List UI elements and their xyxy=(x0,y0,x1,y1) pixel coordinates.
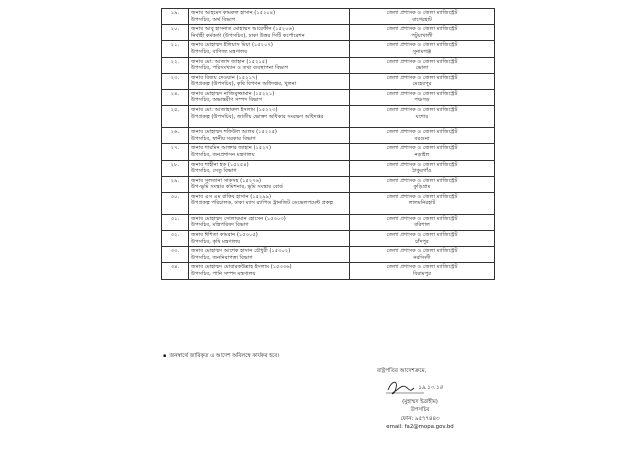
signatory-block xyxy=(370,398,470,432)
posting-cell xyxy=(350,106,495,128)
posting-cell xyxy=(350,263,495,279)
table-row xyxy=(162,106,495,128)
officer-cell xyxy=(189,192,350,214)
officer-designation: উপসচিব, মন্ত্রিপরিষদ বিভাগ xyxy=(191,222,249,229)
posting-title: জেলা প্রশাসক ও জেলা ম্যাজিস্ট্রেট xyxy=(386,161,458,168)
posting-district: লালমনিরহাট xyxy=(408,200,436,207)
posting-district: ঠাকুরগাঁও xyxy=(412,168,432,174)
officer-cell xyxy=(189,41,350,57)
table-row xyxy=(162,214,495,230)
officer-cell xyxy=(189,106,350,128)
officer-cell xyxy=(189,144,350,160)
officer-designation: উপসচিব, বাণিজ্য মন্ত্রণালয় xyxy=(191,48,248,55)
officer-designation: উপসচিব, জননিরাপত্তা বিভাগ xyxy=(191,254,253,261)
table-row xyxy=(162,160,495,176)
officer-name: জনাব শাহীনা হক (১৫২৫৪) xyxy=(191,161,249,168)
posting-title: জেলা প্রশাসক ও জেলা ম্যাজিস্ট্রেট xyxy=(386,42,458,49)
officer-name: জনাব মোহাম্মদ সোলায়মান হোসেন (১৫৩০৩) xyxy=(191,215,286,222)
signatory-name: (মুহাম্মদ ইব্রাহীম) xyxy=(402,399,438,405)
table-row xyxy=(162,73,495,89)
posting-district: পঞ্চগড় xyxy=(414,97,430,104)
officer-name: জনাব ঈশিতা কামরান (১৫৩০৫) xyxy=(191,232,258,239)
officer-designation: উপ-ভূমি সংস্কার কমিশনার, ভূমি সংস্কার বোর্ড xyxy=(191,184,284,191)
officer-cell xyxy=(189,73,350,89)
posting-district: পটুয়াখালী xyxy=(411,32,433,39)
posting-cell xyxy=(350,214,495,230)
posting-title: জেলা প্রশাসক ও জেলা ম্যাজিস্ট্রেট xyxy=(386,264,458,271)
officer-name: জনাব শারমিন আক্তার জাহান (১৫২৭) xyxy=(191,145,272,152)
officer-designation: উপসচিব, পরিসংখ্যান ও তথ্য ব্যবস্থাপনা বিভাগ xyxy=(191,65,289,72)
posting-cell xyxy=(350,89,495,105)
officer-designation: নির্বাহী কর্মকর্তা (উপসচিব), ঢাকা উত্তর সিটি কর্পোরেশন xyxy=(191,32,305,39)
officer-cell xyxy=(189,25,350,41)
table-row xyxy=(162,89,495,105)
serial-number: ২৪. xyxy=(162,89,189,105)
posting-cell xyxy=(350,9,495,25)
serial-number: ৩১. xyxy=(162,214,189,230)
table-row xyxy=(162,9,495,25)
serial-number: ২১. xyxy=(162,41,189,57)
table-row xyxy=(162,57,495,73)
officer-designation: উপসচিব, জনপ্রশাসন মন্ত্রণালয় xyxy=(191,151,255,158)
posting-title: জেলা প্রশাসক ও জেলা ম্যাজিস্ট্রেট xyxy=(386,145,458,152)
posting-cell xyxy=(350,25,495,41)
serial-number: ২৯. xyxy=(162,176,189,192)
posting-district: নড়াইল xyxy=(414,151,430,158)
table-row xyxy=(162,192,495,214)
officer-name: জনাব মো: আজাদ জাহান (১৫২১৫) xyxy=(191,58,268,65)
table-row xyxy=(162,176,495,192)
serial-number: ২৮. xyxy=(162,160,189,176)
effect-notice-text: জনস্বার্থে জারিকৃত এ আদেশ অবিলম্বে কার্যকর হবে। xyxy=(169,353,280,359)
posting-title: জেলা প্রশাসক ও জেলা ম্যাজিস্ট্রেট xyxy=(386,26,458,33)
serial-number: ৩২. xyxy=(162,231,189,247)
posting-title: জেলা প্রশাসক ও জেলা ম্যাজিস্ট্রেট xyxy=(386,248,458,255)
serial-number: ৩০. xyxy=(162,192,189,214)
officer-designation: উপপ্রকল্প পরিচালক, ঢাকা ম্যাস র‍্যাপিড ট্রানজিট ডেভেলপমেন্ট প্রকল্প xyxy=(191,200,333,207)
posting-title: জেলা প্রশাসক ও জেলা ম্যাজিস্ট্রেট xyxy=(386,129,458,136)
posting-district: নরসিংদী xyxy=(413,254,431,261)
officer-designation: উপসচিব, স্থানীয় সরকার বিভাগ xyxy=(191,135,256,142)
signature-date: ১৯.১০.১৪ xyxy=(418,385,443,391)
posting-title: জেলা প্রশাসক ও জেলা ম্যাজিস্ট্রেট xyxy=(386,232,458,239)
posting-cell xyxy=(350,128,495,144)
posting-table-body xyxy=(162,9,495,280)
signatory-email: email: fa2@mopa.gov.bd xyxy=(386,424,454,431)
officer-name: জনাব মোহাম্মদ শফিউল আলম (১৫২২৫) xyxy=(191,129,277,136)
posting-cell xyxy=(350,176,495,192)
posting-title: জেলা প্রশাসক ও জেলা ম্যাজিস্ট্রেট xyxy=(386,90,458,97)
posting-title: জেলা প্রশাসক ও জেলা ম্যাজিস্ট্রেট xyxy=(386,10,458,16)
posting-district: কুড়িগ্রাম xyxy=(413,184,431,191)
posting-title: জেলা প্রশাসক ও জেলা ম্যাজিস্ট্রেট xyxy=(386,74,458,81)
serial-number: ২৭. xyxy=(162,144,189,160)
officer-cell xyxy=(189,160,350,176)
table-row xyxy=(162,41,495,57)
officer-cell xyxy=(189,247,350,263)
serial-number: ২৫. xyxy=(162,106,189,128)
table-row xyxy=(162,247,495,263)
table-row xyxy=(162,231,495,247)
officer-designation: উপপ্রকল্প (উপসচিব), জাতীয় ভোক্তা অধিকার সংরক্ষণ অধিদপ্তর xyxy=(191,113,324,120)
officer-cell xyxy=(189,263,350,279)
table-row xyxy=(162,144,495,160)
posting-cell xyxy=(350,231,495,247)
officer-name: জনাব এস এম রাকিব হাসান (১৫২৯৯) xyxy=(191,193,272,200)
table-row xyxy=(162,25,495,41)
posting-table xyxy=(161,8,495,280)
serial-number: ২২. xyxy=(162,57,189,73)
posting-district: বাগেরহাট xyxy=(412,16,432,23)
posting-district: সুনামগঞ্জ xyxy=(412,48,432,55)
officer-name: জনাব মোহাম্মদ নাজিমুজ্জামান (১৫২২১) xyxy=(191,90,275,97)
posting-district: চাঁদপুর xyxy=(415,238,429,245)
signatory-phone: ফোন: ৯৫৭৭৪৪৩ xyxy=(400,415,440,422)
officer-name: জনাব মোহাম্মদ মোবারকউল্লাহ ইসলাম (১৫৩৩৬) xyxy=(191,264,292,271)
officer-cell xyxy=(189,128,350,144)
serial-number: ২৩. xyxy=(162,73,189,89)
officer-name: জনাব মো: আজাহারুল ইসলাম (১৫২২৩) xyxy=(191,107,278,114)
officer-cell xyxy=(189,231,350,247)
serial-number: ৩৪. xyxy=(162,263,189,279)
bullet-icon: ▪ xyxy=(163,353,167,359)
serial-number: ২৬. xyxy=(162,128,189,144)
posting-cell xyxy=(350,144,495,160)
signatory-designation: উপসচিব xyxy=(410,407,430,414)
posting-title: জেলা প্রশাসক ও জেলা ম্যাজিস্ট্রেট xyxy=(386,193,458,200)
officer-designation: উপপ্রকল্প (উপসচিব), কৃষি বিপণন অধিদপ্তর, খুলনা xyxy=(191,81,297,88)
posting-district: মেহেরপুর xyxy=(412,81,432,88)
posting-title: জেলা প্রশাসক ও জেলা ম্যাজিস্ট্রেট xyxy=(386,58,458,65)
serial-number: ১৯. xyxy=(162,9,189,25)
officer-designation: উপসচিব, কৃষি মন্ত্রণালয় xyxy=(191,238,241,245)
posting-cell xyxy=(350,73,495,89)
officer-name: জনাব মোহাম্মদ ইলিয়াস মিয়া (১৫২০৭) xyxy=(191,42,273,49)
officer-cell xyxy=(189,214,350,230)
officer-cell xyxy=(189,89,350,105)
order-phrase: রাষ্ট্রপতির আদেশক্রমে, xyxy=(377,368,427,374)
posting-district: যশোর xyxy=(415,113,429,120)
effect-notice xyxy=(163,353,279,361)
table-row xyxy=(162,128,495,144)
officer-name: জনাব বিজয় দেওয়ান (১৫২১৭) xyxy=(191,74,258,81)
posting-cell xyxy=(350,41,495,57)
officer-designation: উপসচিব, সেতু বিভাগ xyxy=(191,168,237,174)
officer-designation: উপসচিব, অর্থ বিভাগ xyxy=(191,16,236,23)
posting-title: জেলা প্রশাসক ও জেলা ম্যাজিস্ট্রেট xyxy=(386,215,458,222)
officer-name: জনাব মোহাম্মদ আশেক হাসান চৌধুরী (১৫৩০২) xyxy=(191,248,291,255)
posting-cell xyxy=(350,247,495,263)
officer-name: জনাব আহমেদ কামরুল হাসান (১৫২০৪) xyxy=(191,10,276,16)
officer-designation: উপসচিব, পানি সম্পদ মন্ত্রণালয় xyxy=(191,270,256,277)
signature-icon xyxy=(384,378,450,396)
posting-cell xyxy=(350,57,495,73)
posting-district: বিরামপুর xyxy=(413,270,431,277)
officer-cell xyxy=(189,9,350,25)
posting-district: বরিশাল xyxy=(414,222,430,229)
posting-title: জেলা প্রশাসক ও জেলা ম্যাজিস্ট্রেট xyxy=(386,107,458,114)
officer-name: জনাব সুলতানা সাকসহ (১৫২৭৬) xyxy=(191,177,261,184)
posting-cell xyxy=(350,160,495,176)
officer-cell xyxy=(189,176,350,192)
officer-designation: উপসচিব, অভ্যন্তরীণ সম্পদ বিভাগ xyxy=(191,97,262,104)
officer-cell xyxy=(189,57,350,73)
posting-title: জেলা প্রশাসক ও জেলা ম্যাজিস্ট্রেট xyxy=(386,177,458,184)
table-row xyxy=(162,263,495,279)
posting-district: বরগুনা xyxy=(414,135,430,142)
posting-cell xyxy=(350,192,495,214)
officer-name: জনাব আবু হাসনাত মোহাম্মদ আরেফীন (১৫২০৬) xyxy=(191,26,295,33)
posting-district: ভোলা xyxy=(415,65,429,72)
serial-number: ২০. xyxy=(162,25,189,41)
serial-number: ৩৩. xyxy=(162,247,189,263)
